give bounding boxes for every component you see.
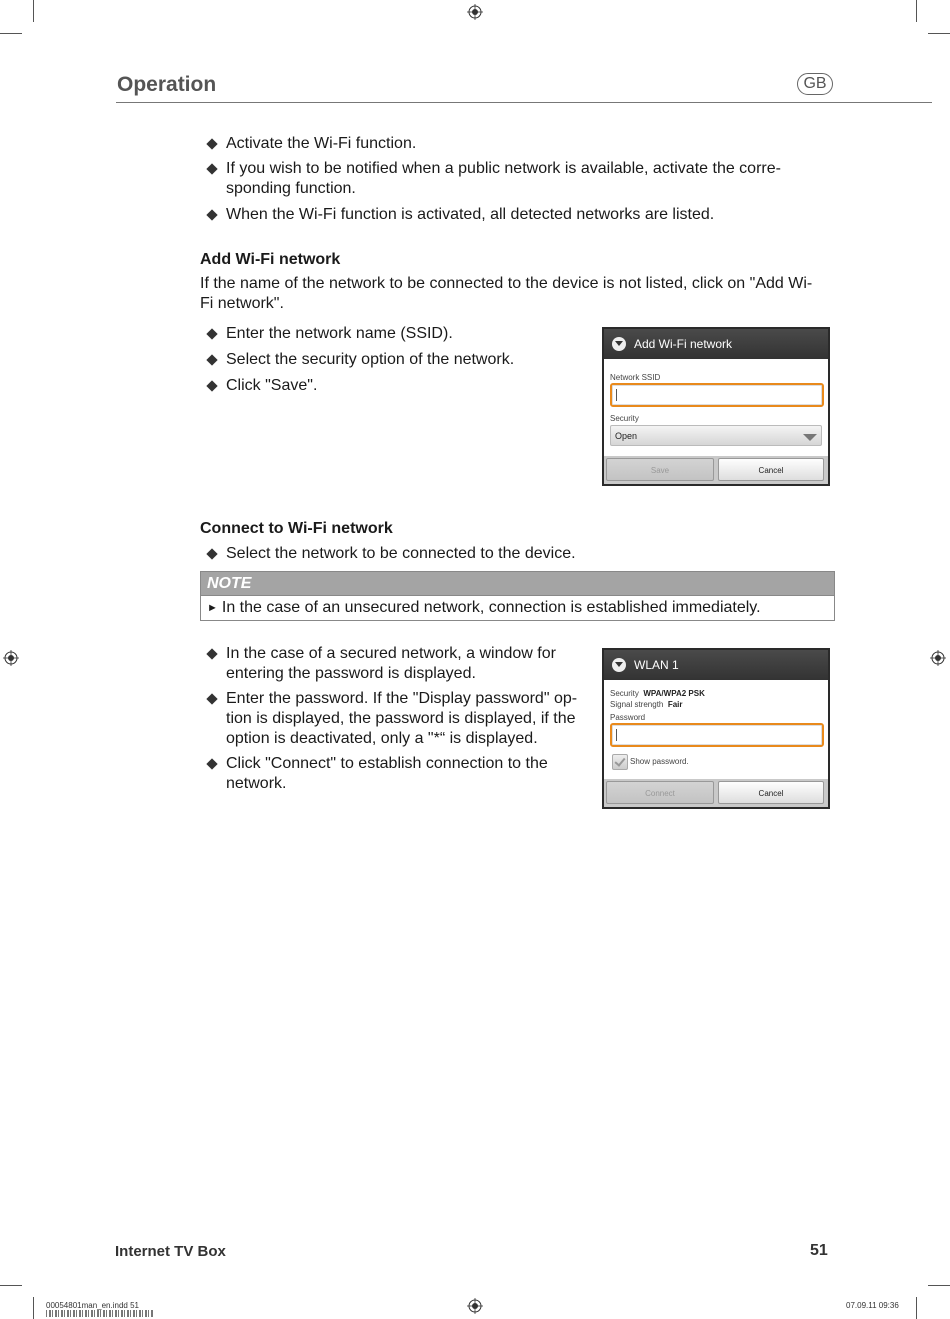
note-title: NOTE bbox=[201, 572, 834, 595]
chevron-down-icon bbox=[803, 434, 817, 441]
text-caret bbox=[616, 389, 617, 401]
paragraph-line: If the name of the network to be connected to the device is not listed, click on "Add Wi- bbox=[200, 275, 813, 292]
diamond-bullet-icon bbox=[206, 209, 217, 220]
diamond-bullet-icon bbox=[206, 354, 217, 365]
list-item bbox=[226, 644, 556, 684]
dialog-title-bar bbox=[604, 650, 828, 680]
dialog-title: WLAN 1 bbox=[634, 658, 679, 672]
dialog-title-bar bbox=[604, 329, 828, 359]
registration-mark-icon bbox=[3, 650, 19, 666]
print-slug-file: 00054801man_en.indd 51 bbox=[46, 1301, 139, 1310]
list-item-text: Activate the Wi-Fi function. bbox=[226, 135, 417, 152]
security-select-value: Open bbox=[615, 431, 638, 441]
diamond-bullet-icon bbox=[206, 758, 217, 769]
paragraph-line: Fi network". bbox=[200, 295, 284, 312]
list-item-text: Enter the password. If the "Display password" op- bbox=[226, 690, 578, 707]
list-item bbox=[226, 134, 416, 154]
ssid-input[interactable] bbox=[610, 383, 824, 407]
list-item-text: sponding function. bbox=[226, 180, 356, 197]
paragraph bbox=[200, 274, 812, 314]
text-caret bbox=[616, 729, 617, 741]
diamond-bullet-icon bbox=[206, 163, 217, 174]
note-divider bbox=[201, 595, 834, 596]
page-section-title: Operation bbox=[117, 73, 217, 96]
wlan-password-dialog bbox=[602, 648, 830, 809]
show-password-checkbox[interactable] bbox=[612, 754, 628, 770]
list-item bbox=[226, 324, 453, 344]
section-heading: Add Wi-Fi network bbox=[200, 251, 341, 268]
diamond-bullet-icon bbox=[206, 648, 217, 659]
list-item-text: Enter the network name (SSID). bbox=[226, 325, 453, 342]
crop-mark bbox=[33, 0, 34, 22]
security-select[interactable] bbox=[610, 425, 822, 446]
note-text bbox=[207, 598, 761, 619]
security-info bbox=[610, 688, 705, 699]
note-body: In the case of an unsecured network, connection is established immediately. bbox=[221, 599, 761, 616]
registration-mark-icon bbox=[930, 650, 946, 666]
registration-mark-icon bbox=[467, 4, 483, 20]
crop-mark bbox=[916, 1297, 917, 1319]
diamond-bullet-icon bbox=[206, 138, 217, 149]
print-slug-date: 07.09.11 09:36 bbox=[846, 1301, 899, 1310]
list-item bbox=[226, 544, 576, 564]
barcode-strip bbox=[46, 1310, 154, 1317]
save-button[interactable]: Save bbox=[606, 458, 714, 481]
list-item-text: If you wish to be notified when a public network is available, activate the corre- bbox=[226, 160, 781, 177]
security-key: Security bbox=[610, 689, 639, 698]
crop-mark bbox=[33, 1297, 34, 1319]
dialog-button-bar bbox=[604, 779, 828, 807]
password-label: Password bbox=[610, 713, 646, 722]
crop-mark bbox=[916, 0, 917, 22]
list-item bbox=[226, 350, 514, 370]
add-wifi-dialog bbox=[602, 327, 830, 486]
list-item bbox=[226, 376, 317, 396]
list-item bbox=[226, 754, 548, 794]
registration-mark-icon bbox=[467, 1298, 483, 1314]
diamond-bullet-icon bbox=[206, 693, 217, 704]
list-item-text: entering the password is displayed. bbox=[226, 665, 476, 682]
list-item-text: In the case of a secured network, a window for bbox=[226, 645, 556, 662]
language-badge: GB bbox=[797, 73, 833, 95]
cancel-button[interactable]: Cancel bbox=[718, 781, 824, 804]
diamond-bullet-icon bbox=[206, 328, 217, 339]
security-label: Security bbox=[610, 414, 639, 423]
dialog-button-bar bbox=[604, 456, 828, 484]
triangle-right-icon: ► bbox=[207, 602, 218, 614]
wifi-dropdown-icon bbox=[612, 337, 626, 351]
dialog-title: Add Wi-Fi network bbox=[634, 337, 733, 351]
ssid-label: Network SSID bbox=[610, 373, 661, 382]
footer-product-name: Internet TV Box bbox=[115, 1243, 226, 1260]
crop-mark bbox=[928, 33, 950, 34]
signal-key: Signal strength bbox=[610, 700, 664, 709]
crop-mark bbox=[0, 33, 22, 34]
list-item bbox=[226, 689, 577, 749]
section-heading: Connect to Wi-Fi network bbox=[200, 520, 393, 537]
crop-mark bbox=[0, 1285, 22, 1286]
wifi-dropdown-icon bbox=[612, 658, 626, 672]
list-item bbox=[226, 159, 781, 199]
list-item bbox=[226, 205, 714, 225]
list-item-text: When the Wi-Fi function is activated, all detected networks are listed. bbox=[226, 206, 715, 223]
password-input[interactable] bbox=[610, 723, 824, 747]
list-item-text: option is deactivated, only a "*“ is displayed. bbox=[226, 730, 538, 747]
diamond-bullet-icon bbox=[206, 380, 217, 391]
signal-value: Fair bbox=[667, 700, 683, 709]
crop-mark bbox=[928, 1285, 950, 1286]
list-item-text: Select the security option of the network. bbox=[226, 351, 515, 368]
list-item-text: tion is displayed, the password is displayed, if the bbox=[226, 710, 576, 727]
connect-button[interactable]: Connect bbox=[606, 781, 714, 804]
list-item-text: Click "Connect" to establish connection to the bbox=[226, 755, 548, 772]
note-box bbox=[200, 571, 835, 621]
list-item-text: Click "Save". bbox=[226, 377, 318, 394]
diamond-bullet-icon bbox=[206, 548, 217, 559]
list-item-text: Select the network to be connected to the device. bbox=[226, 545, 576, 562]
page-number: 51 bbox=[810, 1242, 828, 1259]
list-item-text: network. bbox=[226, 775, 287, 792]
signal-info bbox=[610, 699, 683, 710]
cancel-button[interactable]: Cancel bbox=[718, 458, 824, 481]
security-value: WPA/WPA2 PSK bbox=[643, 689, 705, 698]
show-password-label: Show password. bbox=[630, 757, 689, 766]
header-divider bbox=[116, 102, 932, 103]
